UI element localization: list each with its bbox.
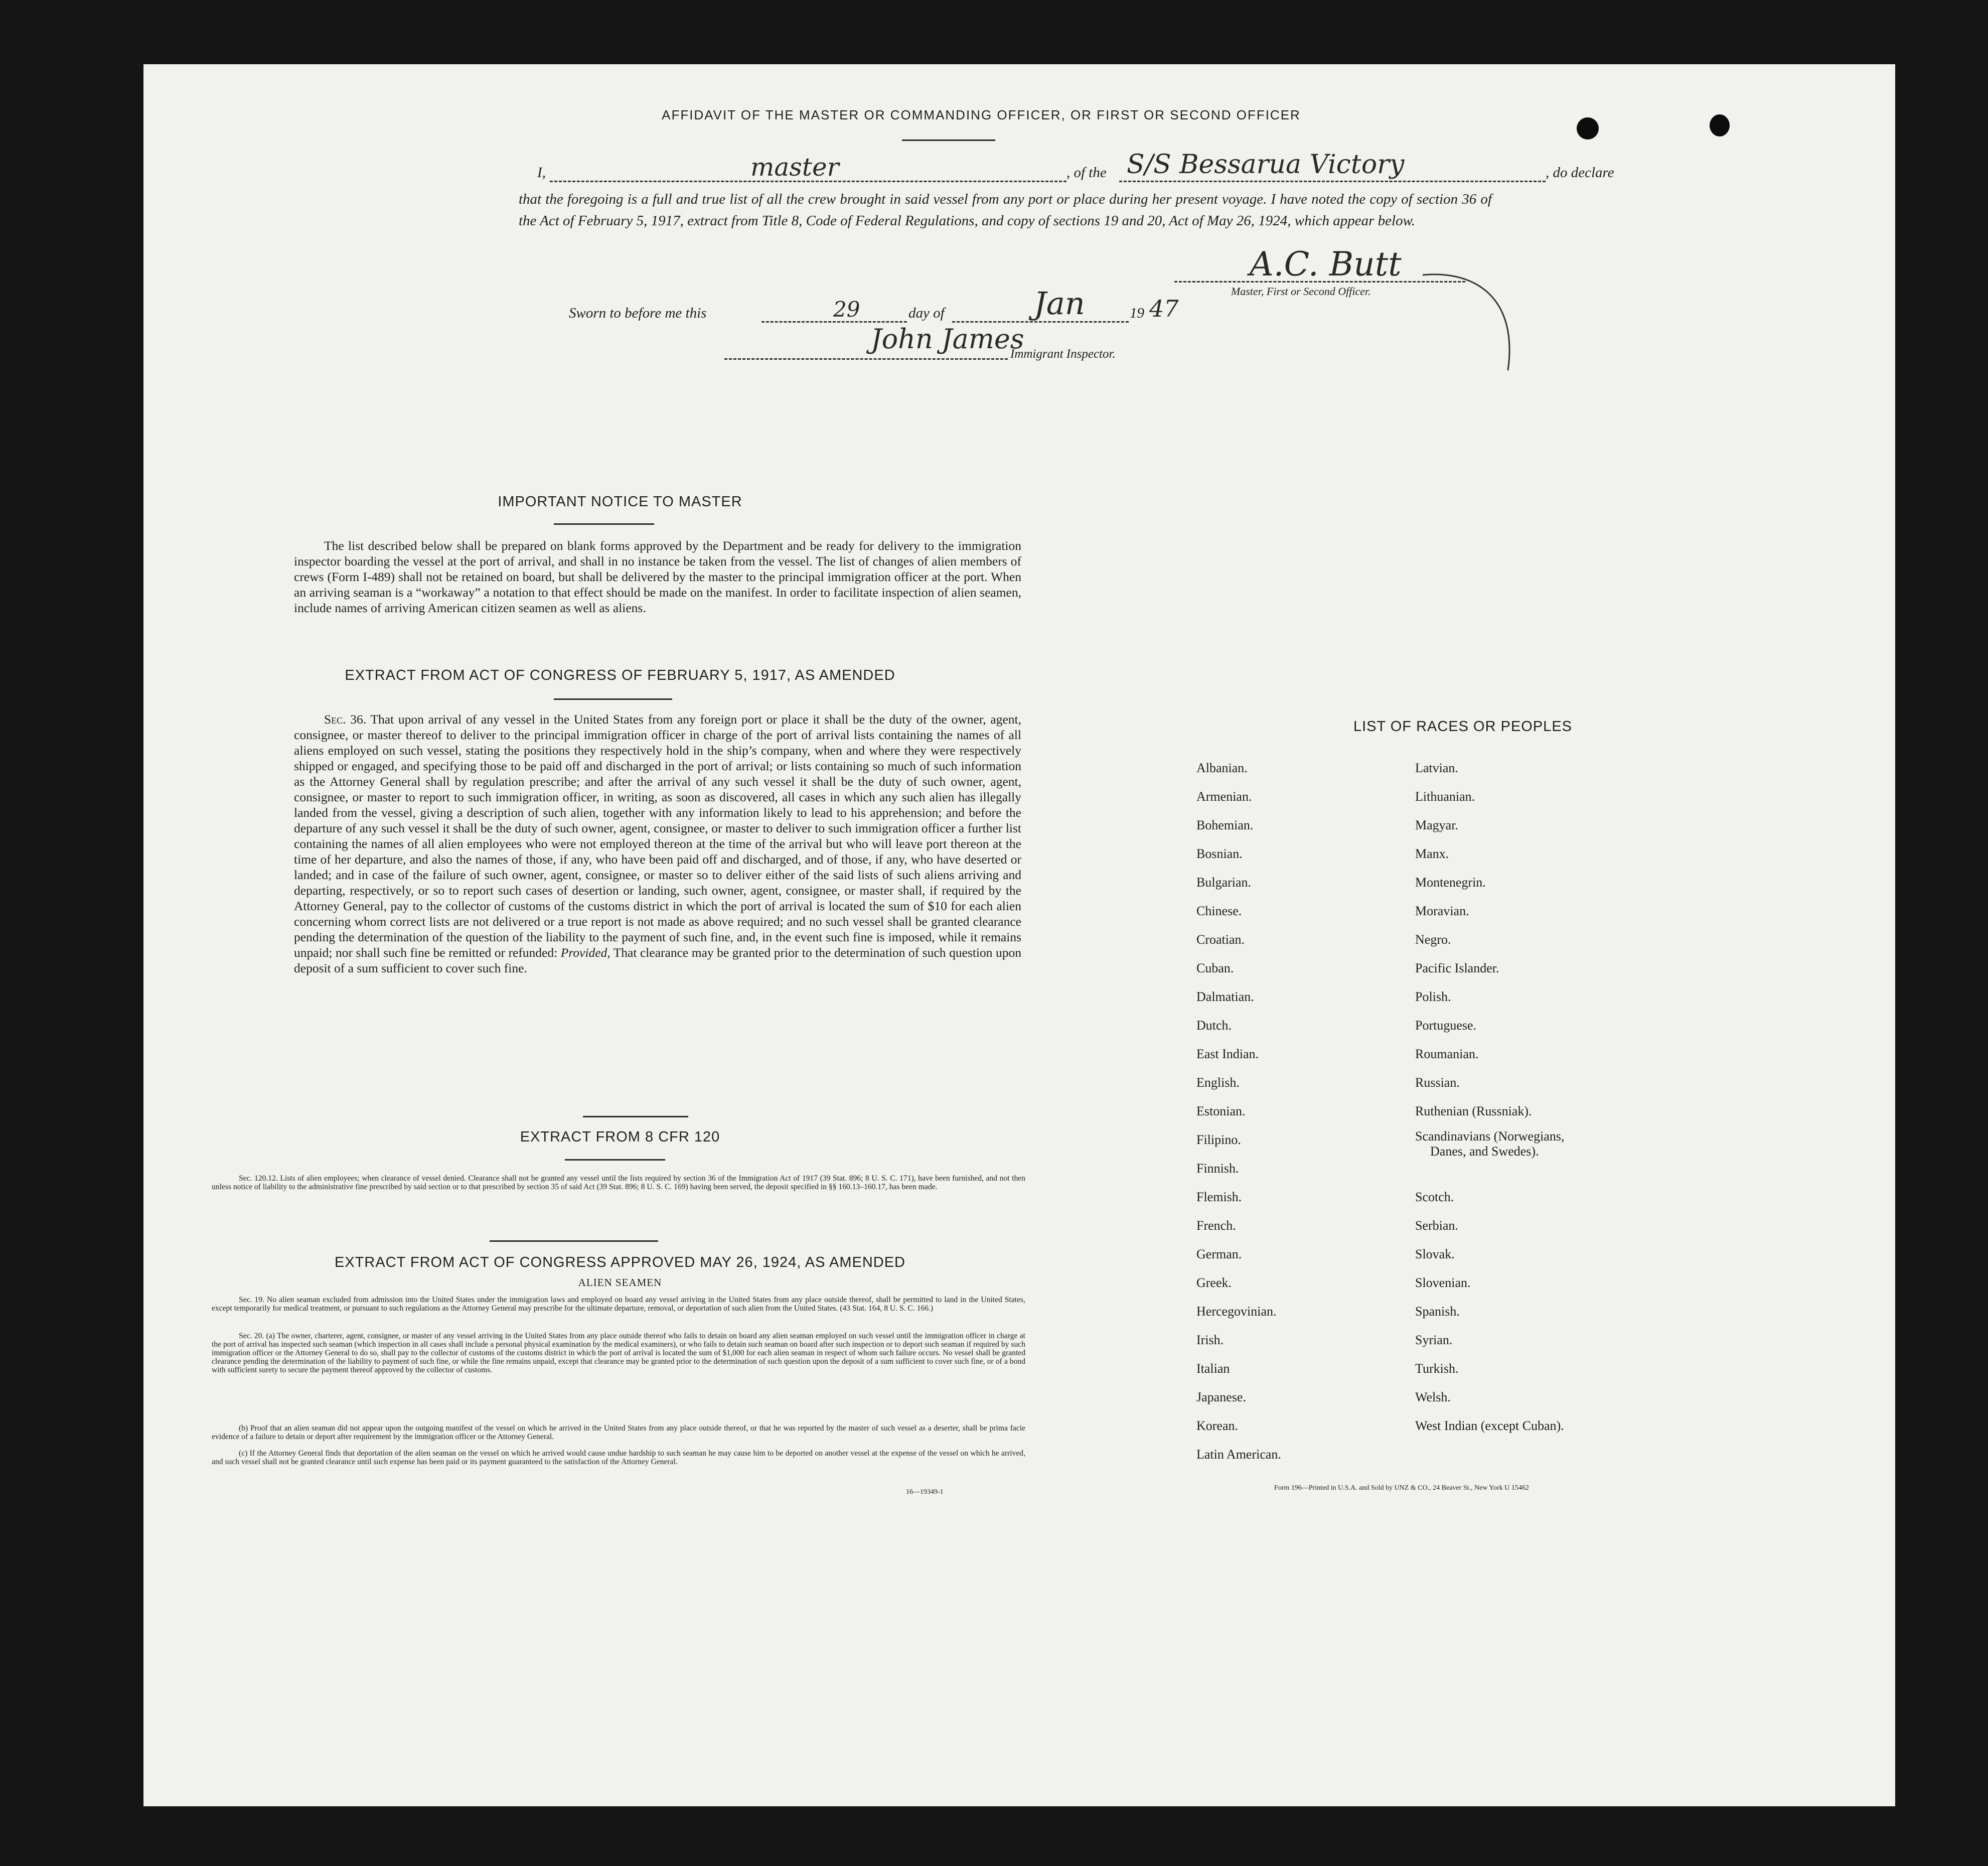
race-item: Portuguese.	[1415, 1018, 1477, 1033]
race-item: Bohemian.	[1196, 818, 1254, 832]
sec20a-text: Sec. 20. (a) The owner, charterer, agent, consignee, or master of any vessel arriving in the United States from any place outside thereof who fails to detain on board any alien seaman employed on such vessel until the immigration officer in charge at the port of arrival has inspected such seaman (which inspection in all cases shall include a personal physical examination by the medical examiners), or who fails to detain such seaman on board after such inspection or to deport such seaman if required by such immigration officer or the Attorney General to do so, shall pay to the collector of customs of the customs district in which the port of arrival is located the sum of $1,000 for each alien seaman in respect of whom such failure occurs. No vessel shall be granted clearance pending the determination of the liability to payment of such fine, or while the fine remains unpaid, except that clearance may be granted prior to the determination of such question upon the deposit of a sum sufficient to cover such fine, or of a bond with sufficient surety to secure the payment thereof approved by the collector of customs.	[212, 1332, 1025, 1374]
race-item: Scotch.	[1415, 1190, 1454, 1204]
signature-flourish	[1418, 255, 1528, 385]
extract-1917-text	[294, 711, 1021, 976]
race-item: Dutch.	[1196, 1018, 1232, 1033]
day-of-label: day of	[908, 305, 945, 321]
i-label: I,	[537, 165, 546, 181]
ink-blot	[1577, 117, 1599, 139]
race-item: Bosnian.	[1196, 846, 1243, 861]
form-code: 16—19349-1	[906, 1488, 944, 1496]
race-item: Slovenian.	[1415, 1275, 1471, 1290]
ink-blot	[1710, 114, 1730, 136]
notice-rule	[554, 523, 654, 525]
sec20b-text: (b) Proof that an alien seaman did not appear upon the outgoing manifest of the vessel on which he arrived in the United States from any place outside thereof, or that he was reported by the master of such vessel as a deserter, shall be prima facie evidence of a failure to detain or deport after requirement by the immigration officer or the Attorney General.	[212, 1424, 1025, 1441]
declaration-text: that the foregoing is a full and true list of all the crew brought in said vessel from any port or place during her present voyage. I have noted the copy of section 36 of the Act of February 5, 1917, extract from Title 8, Code of Federal Regulations, and copy of sections 19 and 20, Act of May 26, 1924, which appear below.	[519, 191, 1492, 229]
notice-text	[294, 538, 1021, 616]
race-item: Irish.	[1196, 1333, 1224, 1347]
cfr-text: Sec. 120.12. Lists of alien employees; when clearance of vessel denied. Clearance shall not be granted any vessel until the lists required by section 36 of the Immigration Act of 1917 (39 Stat. 896; 8 U. S. C. 171), have been furnished, and not then unless notice of liability to the administrative fine prescribed by said section or to that prescribed by section 35 of said Act (39 Stat. 896; 8 U. S. C. 169) having been served, the deposit specified in §§ 160.13–160.17, has been made.	[212, 1174, 1025, 1191]
race-item: Japanese.	[1196, 1390, 1246, 1404]
sec19-text: Sec. 19. No alien seaman excluded from admission into the United States under the immigration laws and employed on board any vessel arriving in the United States from any place outside thereof, shall be permitted to land in the United States, except temporarily for medical treatment, or pursuant to such regulations as the Attorney General may prescribe for the ultimate departure, removal, or deportation of such alien from the United States. (43 Stat. 164, 8 U. S. C. 166.)	[212, 1296, 1025, 1313]
race-item: Latin American.	[1196, 1447, 1281, 1462]
inspector-line	[724, 358, 1008, 360]
vessel-handwritten: S/S Bessarua Victory	[1127, 150, 1405, 180]
sec36-text: That upon arrival of any vessel in the United States from any foreign port or place it shall be the duty of the owner, agent, consignee, or master thereof to deliver to the principal immigration officer in charge of the port of arrival lists containing the names of all aliens employed on such vessel, stating the positions they respectively hold in the ship’s company, when and where they were respectively shipped or engaged, and specifying those to be paid off and discharged in the port of arrival; or lists containing so much of such information as the Attorney General shall by regulation prescribe; and after the arrival of any such vessel it shall be the duty of such owner, agent, consignee, or master to report to such immigration officer, in writing, as soon as discovered, all cases in which any such alien has illegally landed from the vessel, giving a description of such alien, together with any information likely to lead to his apprehension; and before the departure of any such vessel it shall be the duty of such owner, agent, consignee, or master to deliver to such immigration officer a further list containing the names of all alien employees who were not employed thereon at the time of the arrival but who will leave port thereon at the time of her departure, and also the names of those, if any, who have been paid off and discharged, and of those, if any, who have deserted or landed; and in case of the failure of such owner, agent, consignee, or master so to deliver either of the said lists of such aliens arriving and departing, respectively, or so to report such cases of desertion or landing, such owner, agent, consignee, or master shall, if required by the Attorney General, pay to the collector of customs of the customs district in which the port of arrival is located the sum of $10 for each alien concerning whom correct lists are not delivered or a true report is not made as above required; and no such vessel shall be granted clearance pending the determination of the question of the liability to the payment of such fine, and, in the event such fine is imposed, while it remains unpaid; nor shall such fine be remitted or refunded:	[294, 712, 1021, 960]
race-item: Armenian.	[1196, 789, 1252, 804]
races-title: LIST OF RACES OR PEOPLES	[1353, 719, 1573, 735]
extract-1924-title: EXTRACT FROM ACT OF CONGRESS APPROVED MAY 26, 1924, AS AMENDED	[335, 1254, 905, 1270]
cfr-title: EXTRACT FROM 8 CFR 120	[520, 1129, 720, 1145]
provided-label: Provided,	[560, 945, 610, 960]
of-the-label: , of the	[1066, 165, 1107, 181]
race-item: Albanian.	[1196, 761, 1248, 775]
race-item: Spanish.	[1415, 1304, 1460, 1319]
notice-title: IMPORTANT NOTICE TO MASTER	[498, 494, 742, 510]
year-prefix: 19	[1130, 305, 1144, 321]
race-item: Negro.	[1415, 932, 1451, 947]
race-item: Danes, and Swedes).	[1430, 1144, 1539, 1159]
month-handwritten: Jan	[1034, 285, 1085, 322]
sec20c-text: (c) If the Attorney General finds that deportation of the alien seaman on the vessel on which he arrived would cause undue hardship to such seaman he may cause him to be deported on another vessel at the expense of the vessel on which he arrived, and such vessel shall not be granted clearance until such expense has been paid or its payment guaranteed to the satisfaction of the Attorney General.	[212, 1449, 1025, 1466]
race-item: Serbian.	[1415, 1218, 1458, 1233]
inspector-signature: John James	[871, 323, 1024, 355]
sworn-label: Sworn to before me this	[569, 305, 707, 321]
race-item: West Indian (except Cuban).	[1415, 1418, 1564, 1433]
race-item: Ruthenian (Russniak).	[1415, 1104, 1532, 1118]
extract-1924-top-rule	[490, 1240, 658, 1242]
race-item: Korean.	[1196, 1418, 1239, 1433]
race-item: East Indian.	[1196, 1047, 1259, 1061]
race-item: Turkish.	[1415, 1361, 1459, 1376]
cfr-top-rule	[583, 1116, 688, 1117]
year-handwritten: 47	[1149, 295, 1179, 322]
extract-1917-title: EXTRACT FROM ACT OF CONGRESS OF FEBRUARY 5, 1917, AS AMENDED	[345, 667, 895, 683]
race-item: Cuban.	[1196, 961, 1234, 975]
race-item: Slovak.	[1415, 1247, 1455, 1261]
sec36-label: Sec. 36.	[324, 712, 367, 727]
vessel-line	[1119, 181, 1546, 182]
race-item: Montenegrin.	[1415, 875, 1486, 890]
race-item: English.	[1196, 1075, 1240, 1090]
name-handwritten: master	[750, 153, 839, 182]
race-item: Filipino.	[1196, 1132, 1241, 1147]
provided-text: That clearance may be granted prior to the determination of such question upon deposit of a sum sufficient to cover such fine.	[294, 945, 1022, 975]
race-item: Chinese.	[1196, 904, 1242, 918]
race-item: French.	[1196, 1218, 1236, 1233]
race-item: Greek.	[1196, 1275, 1232, 1290]
affidavit-title: AFFIDAVIT OF THE MASTER OR COMMANDING OFFICER, OR FIRST OR SECOND OFFICER	[662, 107, 1301, 122]
race-item: Moravian.	[1415, 904, 1469, 918]
master-signature: A.C. Butt	[1250, 245, 1402, 283]
race-item: Pacific Islander.	[1415, 961, 1499, 975]
race-item: Bulgarian.	[1196, 875, 1252, 890]
master-label: Master, First or Second Officer.	[1231, 285, 1371, 298]
document-page	[143, 64, 1895, 1806]
race-item: Manx.	[1415, 846, 1449, 861]
race-item: Scandinavians (Norwegians,	[1415, 1129, 1565, 1143]
race-item: Lithuanian.	[1415, 789, 1475, 804]
race-item: Syrian.	[1415, 1333, 1453, 1347]
extract-1917-rule	[554, 698, 672, 700]
cfr-rule	[565, 1159, 665, 1161]
race-item: Italian	[1196, 1361, 1230, 1376]
race-item: Finnish.	[1196, 1161, 1239, 1176]
day-handwritten: 29	[833, 297, 860, 322]
race-item: Russian.	[1415, 1075, 1460, 1090]
alien-seamen-subtitle: ALIEN SEAMEN	[578, 1276, 662, 1288]
title-rule	[902, 139, 995, 141]
race-item: Welsh.	[1415, 1390, 1451, 1404]
race-item: Flemish.	[1196, 1190, 1242, 1204]
do-declare-label: , do declare	[1546, 165, 1614, 181]
race-item: Polish.	[1415, 989, 1451, 1004]
race-item: Dalmatian.	[1196, 989, 1254, 1004]
race-item: German.	[1196, 1247, 1242, 1261]
race-item: Hercegovinian.	[1196, 1304, 1277, 1319]
race-item: Magyar.	[1415, 818, 1458, 832]
race-item: Estonian.	[1196, 1104, 1246, 1118]
race-item: Latvian.	[1415, 761, 1458, 775]
race-item: Croatian.	[1196, 932, 1245, 947]
printer-footer: Form 196—Printed in U.S.A. and Sold by UNZ & CO., 24 Beaver St., New York U 15462	[1274, 1484, 1529, 1492]
race-item: Roumanian.	[1415, 1047, 1479, 1061]
inspector-label: Immigrant Inspector.	[1010, 347, 1116, 361]
notice-paragraph: The list described below shall be prepared on blank forms approved by the Department and be ready for delivery to the immigration inspector boarding the vessel at the port of arrival, and shall in no instance be taken from the vessel. The list of changes of alien members of crews (Form I-489) shall not be retained on board, but shall be delivered by the master to the principal immigration officer at the port. When an arriving seaman is a “workaway” a notation to that effect should be made on the manifest. In order to facilitate inspection of alien seamen, include names of arriving American citizen seamen as well as aliens.	[294, 538, 1021, 615]
